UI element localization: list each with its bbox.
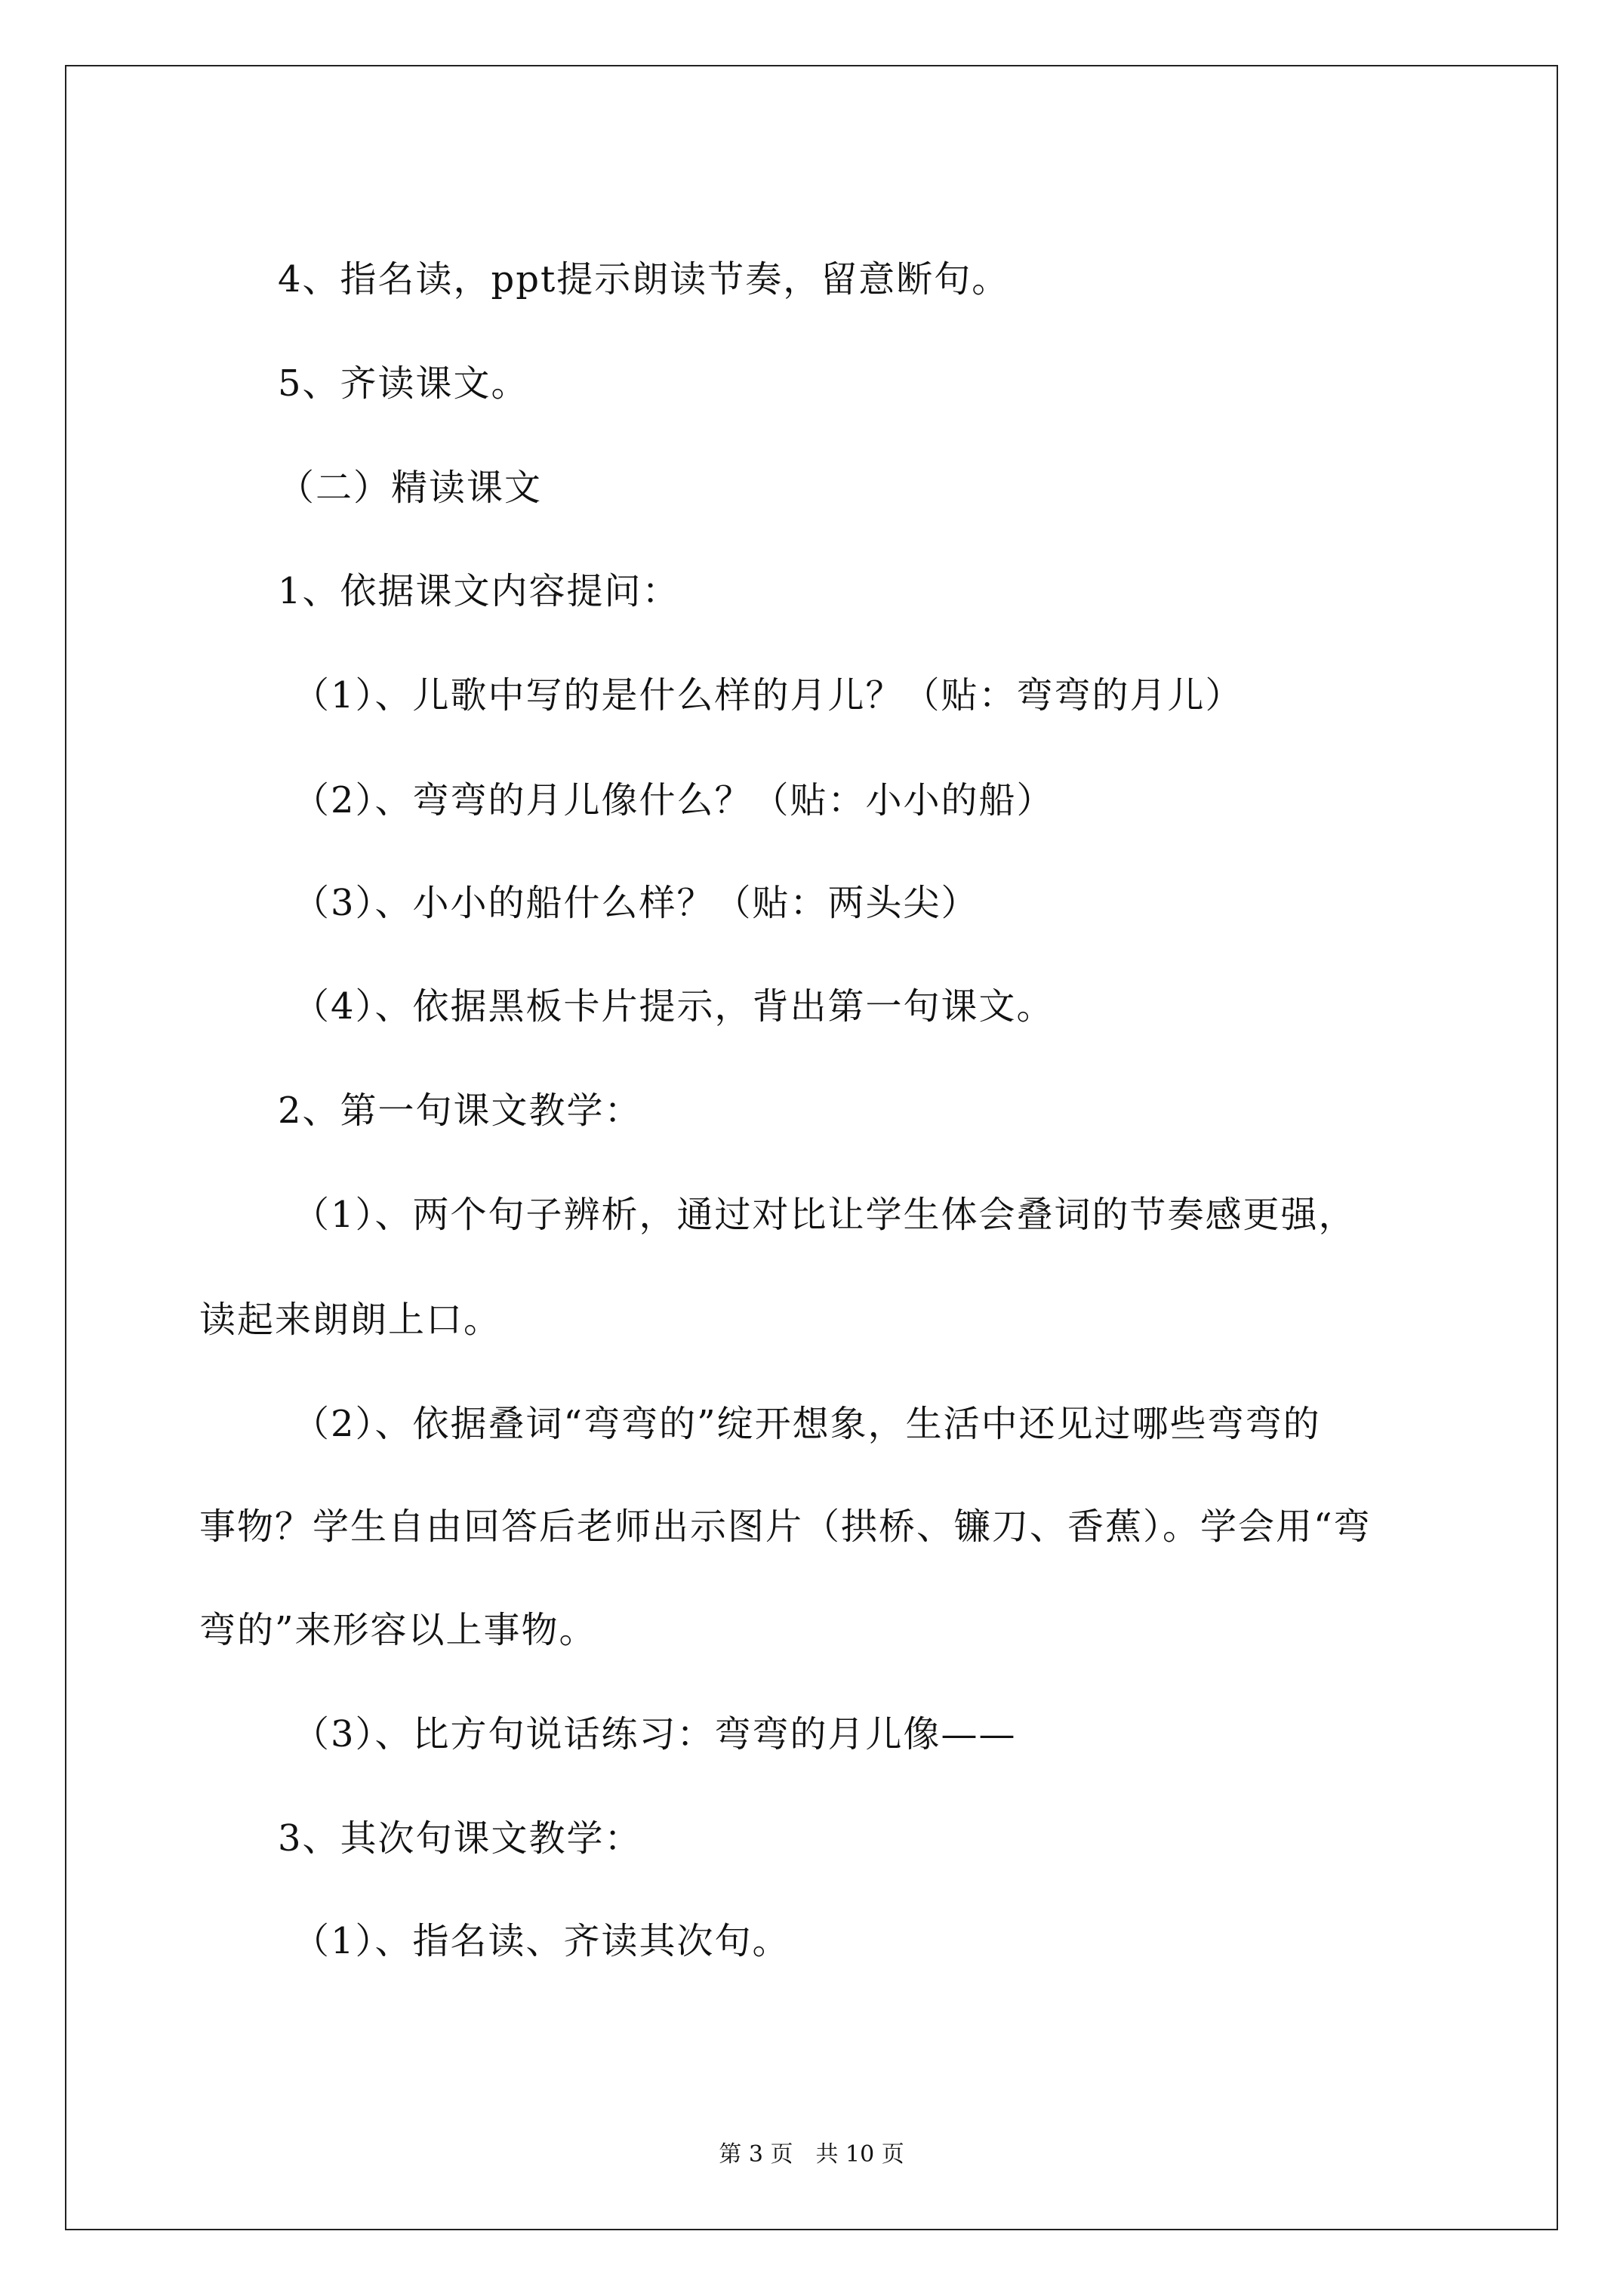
section-heading: （二）精读课文 [278, 467, 543, 509]
paragraph: （1）、两个句子辨析，通过对比让学生体会叠词的节奏感更强， [293, 1194, 1357, 1236]
paragraph: （1）、指名读、齐读其次句。 [293, 1920, 790, 1962]
page-number: 第 3 页 共 10 页 [719, 2141, 904, 2168]
paragraph: 2、第一句课文教学： [278, 1089, 642, 1132]
paragraph: （2）、弯弯的月儿像什么？（贴：小小的船） [293, 779, 1055, 821]
paragraph: （2）、依据叠词“弯弯的”绽开想象，生活中还见过哪些弯弯的 [293, 1403, 1321, 1445]
paragraph: 3、其次句课文教学： [278, 1817, 642, 1860]
paragraph: 弯的”来形容以上事物。 [199, 1609, 597, 1651]
paragraph: 读起来朗朗上口。 [199, 1299, 502, 1341]
paragraph: （1）、儿歌中写的是什么样的月儿？（贴：弯弯的月儿） [293, 674, 1243, 717]
paragraph: 5、齐读课文。 [278, 362, 529, 405]
paragraph: （3）、比方句说话练习：弯弯的月儿像—— [293, 1713, 1017, 1755]
paragraph: （4）、依据黑板卡片提示，背出第一句课文。 [293, 985, 1055, 1028]
paragraph: 4、指名读，ppt提示朗读节奏，留意断句。 [278, 258, 1010, 300]
paragraph: 1、依据课文内容提问： [278, 570, 680, 612]
document-body [66, 66, 1557, 2229]
paragraph: （3）、小小的船什么样？（贴：两头尖） [293, 882, 979, 924]
page-frame [65, 65, 1558, 2230]
paragraph: 事物？学生自由回答后老师出示图片（拱桥、镰刀、香蕉）。学会用“弯 [199, 1505, 1372, 1548]
